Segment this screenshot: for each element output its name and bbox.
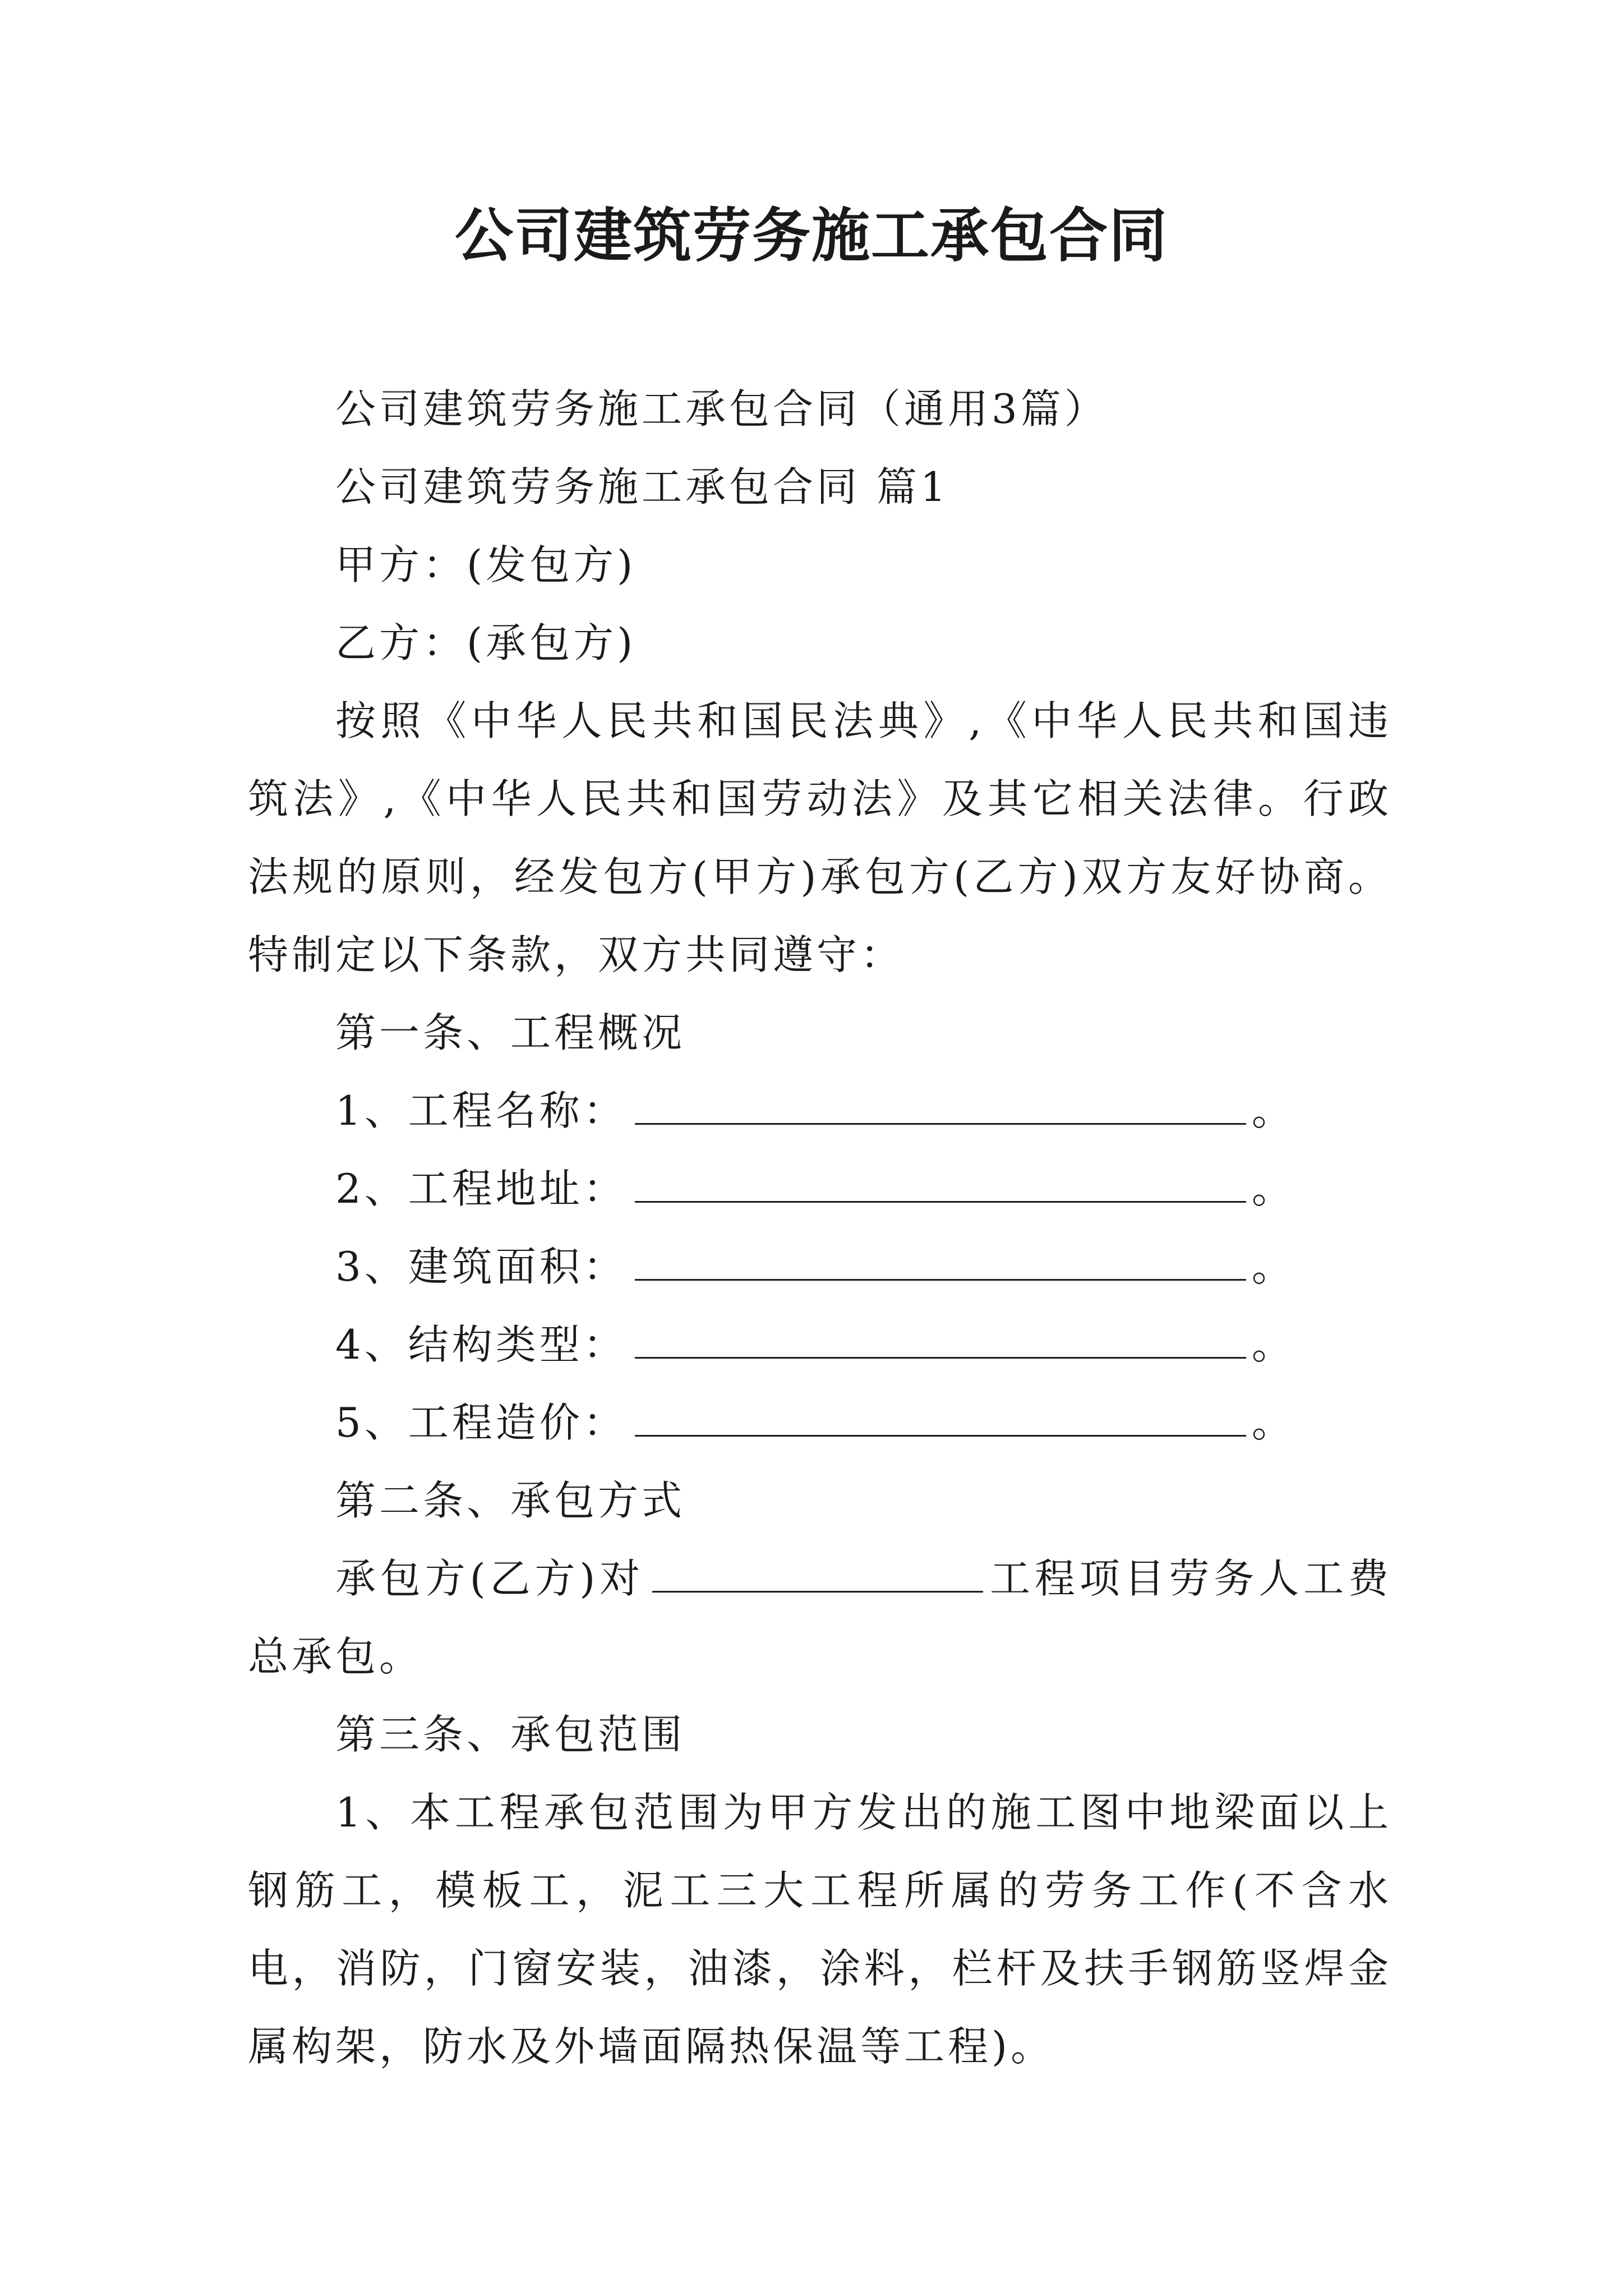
item-label: 1、工程名称： [335,1087,627,1134]
party-a: 甲方：(发包方) [335,541,637,588]
item-label: 5、工程造价： [335,1399,627,1446]
item-label: 2、工程地址： [335,1165,627,1212]
fill-blank-line [635,1083,1246,1125]
article1-heading: 第一条、工程概况 [335,1009,686,1056]
article2-heading: 第二条、承包方式 [335,1477,686,1524]
fill-blank-line [635,1239,1246,1281]
fill-blank-line [635,1161,1246,1203]
document-body [248,370,1392,2086]
article1-item [248,1228,1392,1306]
item-end: 。 [1251,1399,1295,1446]
part-heading: 公司建筑劳务施工承包合同 篇1 [335,463,949,510]
fill-blank-line [635,1317,1246,1359]
article3-heading: 第三条、承包范围 [335,1711,686,1758]
item-end: 。 [1251,1087,1295,1134]
article2-text-before: 承包方(乙方)对 [335,1555,645,1602]
subtitle: 公司建筑劳务施工承包合同（通用3篇） [335,385,1108,432]
article1-item [248,1306,1392,1384]
article1-item [248,1150,1392,1228]
fill-blank-line [652,1550,983,1593]
article2-paragraph [248,1540,1392,1696]
intro-paragraph: 按照《中华人民共和国民法典》,《中华人民共和国违筑法》,《中华人民共和国劳动法》及其它相关法律。行政法规的原则，经发包方(甲方)承包方(乙方)双方友好协商。特制定以下条款，双方共同遵守： [248,697,1392,978]
article1-item [248,1384,1392,1462]
party-b: 乙方：(承包方) [335,619,637,666]
item-label: 3、建筑面积： [335,1243,627,1290]
item-end: 。 [1251,1321,1295,1368]
article2-text-after: 工程项目劳务人工费总承包。 [248,1555,1392,1680]
item-label: 4、结构类型： [335,1321,627,1368]
item-end: 。 [1251,1243,1295,1290]
article1-item [248,1072,1392,1150]
item-end: 。 [1251,1165,1295,1212]
document-title: 公司建筑劳务施工承包合同 [454,201,1168,270]
fill-blank-line [635,1395,1246,1437]
article3-item1: 1、本工程承包范围为甲方发出的施工图中地梁面以上钢筋工，模板工，泥工三大工程所属的劳务工作(不含水电，消防，门窗安装，油漆，涂料，栏杆及扶手钢筋竖焊金属构架，防水及外墙面隔热保温等工程)。 [248,1789,1392,2070]
